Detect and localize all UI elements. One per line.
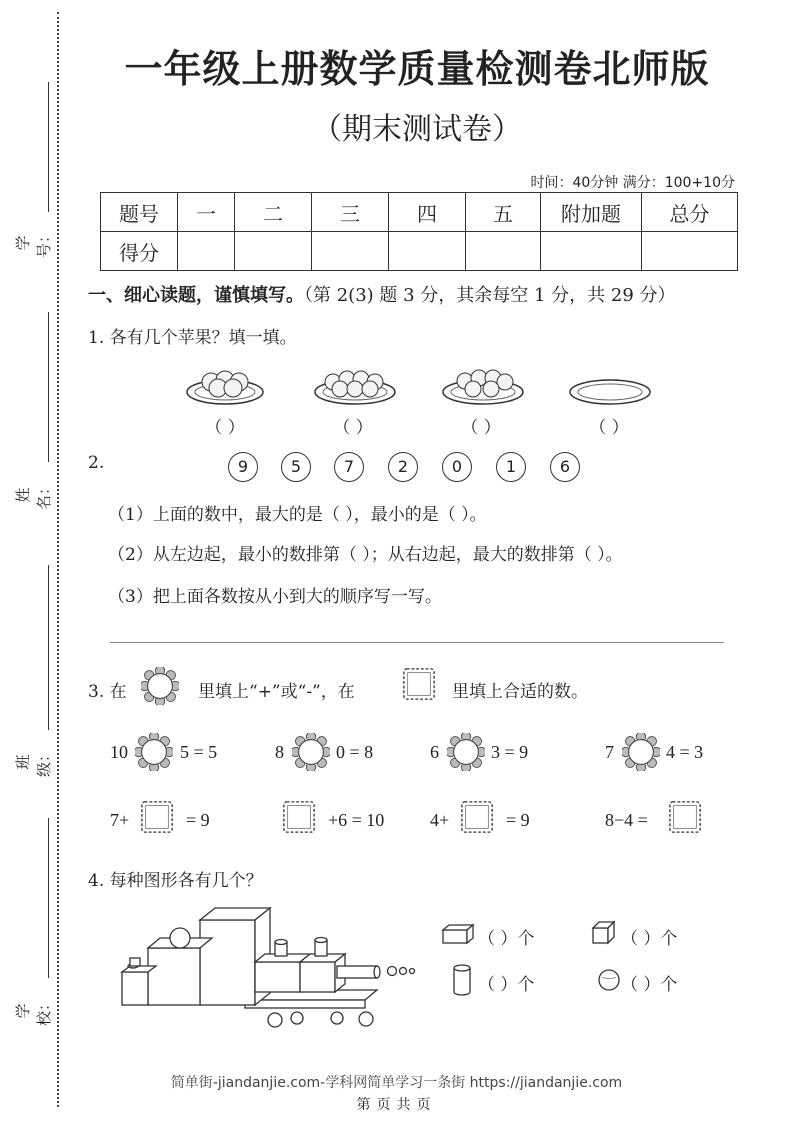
operator-flower-icon	[141, 667, 179, 705]
operator-flower-icon[interactable]	[622, 733, 660, 771]
score-cell[interactable]	[466, 232, 541, 271]
score-table-score-row	[101, 232, 738, 271]
number-box-icon[interactable]	[668, 800, 702, 834]
q1-answer-1[interactable]: （ ）	[205, 418, 245, 438]
page-number: 第页共页	[356, 1097, 437, 1113]
cuboid-icon	[441, 922, 475, 946]
name-field	[14, 312, 53, 512]
digit-badge: 9	[228, 452, 258, 482]
score-cell[interactable]	[178, 232, 235, 271]
score-header-cell: 附加题	[541, 193, 642, 232]
cube-icon	[591, 920, 617, 946]
sphere-count-blank[interactable]: （ ）个	[621, 975, 678, 995]
q3-r1-b1: 5 = 5	[180, 742, 218, 762]
cuboid-count-blank[interactable]: （ ）个	[478, 929, 535, 949]
footer-text: 简单街-jiandanjie.com-学科网简单学习一条街 https://jiandanjie.com	[170, 1075, 623, 1091]
digit-badge: 2	[388, 452, 418, 482]
plate-many-apples	[315, 371, 395, 404]
score-cell[interactable]	[312, 232, 389, 271]
digit-badge: 1	[496, 452, 526, 482]
q3-r1-a3: 6	[430, 742, 439, 762]
q3-r1-b4: 4 = 3	[666, 742, 704, 762]
q3-post-text: 里填上合适的数。	[452, 682, 588, 702]
q3-r2-a1: 7+	[110, 810, 130, 830]
score-header-cell: 二	[235, 193, 312, 232]
q2-answer-line[interactable]	[110, 642, 724, 643]
sphere-icon	[597, 968, 621, 992]
section1-title: 一、细心读题，谨慎填写。	[88, 285, 304, 306]
digit-badge: 6	[550, 452, 580, 482]
q3-r1-a4: 7	[605, 742, 614, 762]
class-label: 班级：	[14, 746, 53, 777]
plate-empty	[570, 380, 650, 404]
q3-pre-text: 3. 在	[88, 682, 127, 702]
q1-answer-2[interactable]: （ ）	[333, 418, 373, 438]
score-cell[interactable]	[642, 232, 738, 271]
score-header-cell: 四	[389, 193, 466, 232]
q3-r2-b3: = 9	[506, 810, 530, 830]
cylinder-count-blank[interactable]: （ ）个	[478, 975, 535, 995]
operator-flower-icon[interactable]	[447, 733, 485, 771]
q3-r2-b1: = 9	[186, 810, 210, 830]
q1-answer-4[interactable]: （ ）	[589, 418, 629, 438]
q1-text: 1. 各有几个苹果？填一填。	[88, 328, 297, 348]
page-subtitle: （期末测试卷）	[312, 112, 522, 147]
page-title: 一年级上册数学质量检测卷北师版	[124, 47, 710, 91]
score-cell[interactable]	[389, 232, 466, 271]
binding-dotted-line	[57, 12, 59, 1107]
section1-note: （第 2(3) 题 3 分，其余每空 1 分，共 29 分）	[304, 285, 676, 306]
q3-r2-a4: 8−4 =	[605, 810, 648, 830]
score-cell[interactable]	[235, 232, 312, 271]
score-cell[interactable]	[541, 232, 642, 271]
score-header-cell: 三	[312, 193, 389, 232]
plate-six-apples	[443, 370, 523, 404]
plate-3-apples	[187, 371, 263, 404]
score-header-cell: 五	[466, 193, 541, 232]
q3-r2-a3: 4+	[430, 810, 450, 830]
q2-part3: （3）把上面各数按从小到大的顺序写一写。	[108, 587, 442, 607]
apple-plates-figure	[185, 362, 655, 410]
q2-number: 2.	[88, 453, 105, 473]
q3-r1-b3: 3 = 9	[491, 742, 529, 762]
school-label: 学校：	[14, 995, 53, 1026]
q3-r2-b2: +6 = 10	[328, 810, 385, 830]
number-box-icon	[402, 667, 436, 701]
q2-part1: （1）上面的数中，最大的是（ ），最小的是（ ）。	[108, 505, 487, 525]
time-score-info: 时间：40分钟 满分：100+10分	[530, 175, 735, 191]
q4-text: 4. 每种图形各有几个？	[88, 871, 263, 891]
student-no-label: 学号：	[14, 227, 53, 258]
q3-mid-text: 里填上“+”或“-”，在	[198, 682, 355, 702]
score-header-cell: 总分	[642, 193, 738, 232]
q3-r1-a1: 10	[110, 742, 128, 762]
operator-flower-icon[interactable]	[135, 733, 173, 771]
digit-badge: 0	[442, 452, 472, 482]
score-row-label: 得分	[101, 232, 178, 271]
q3-r1-a2: 8	[275, 742, 284, 762]
school-rule	[48, 818, 49, 978]
digit-badge: 7	[334, 452, 364, 482]
shapes-figure	[115, 900, 425, 1030]
cylinder-icon	[451, 963, 473, 997]
school-field	[14, 818, 53, 1028]
class-field	[14, 565, 53, 777]
score-table-header-row	[101, 193, 738, 232]
score-table	[100, 192, 738, 271]
digit-badge: 5	[281, 452, 311, 482]
name-rule	[48, 312, 49, 462]
student-no-rule	[48, 82, 49, 212]
q1-answer-3[interactable]: （ ）	[461, 418, 501, 438]
q3-r1-b2: 0 = 8	[336, 742, 374, 762]
score-header-cell: 一	[178, 193, 235, 232]
number-box-icon[interactable]	[282, 800, 316, 834]
q2-part2: （2）从左边起，最小的数排第（ ）；从右边起，最大的数排第（ ）。	[108, 545, 623, 565]
class-rule	[48, 565, 49, 730]
number-box-icon[interactable]	[460, 800, 494, 834]
operator-flower-icon[interactable]	[292, 733, 330, 771]
score-header-cell: 题号	[101, 193, 178, 232]
student-no-field	[14, 82, 53, 272]
number-box-icon[interactable]	[140, 800, 174, 834]
section1-heading	[88, 281, 676, 307]
name-label: 姓名：	[14, 479, 53, 510]
cube-count-blank[interactable]: （ ）个	[621, 929, 678, 949]
